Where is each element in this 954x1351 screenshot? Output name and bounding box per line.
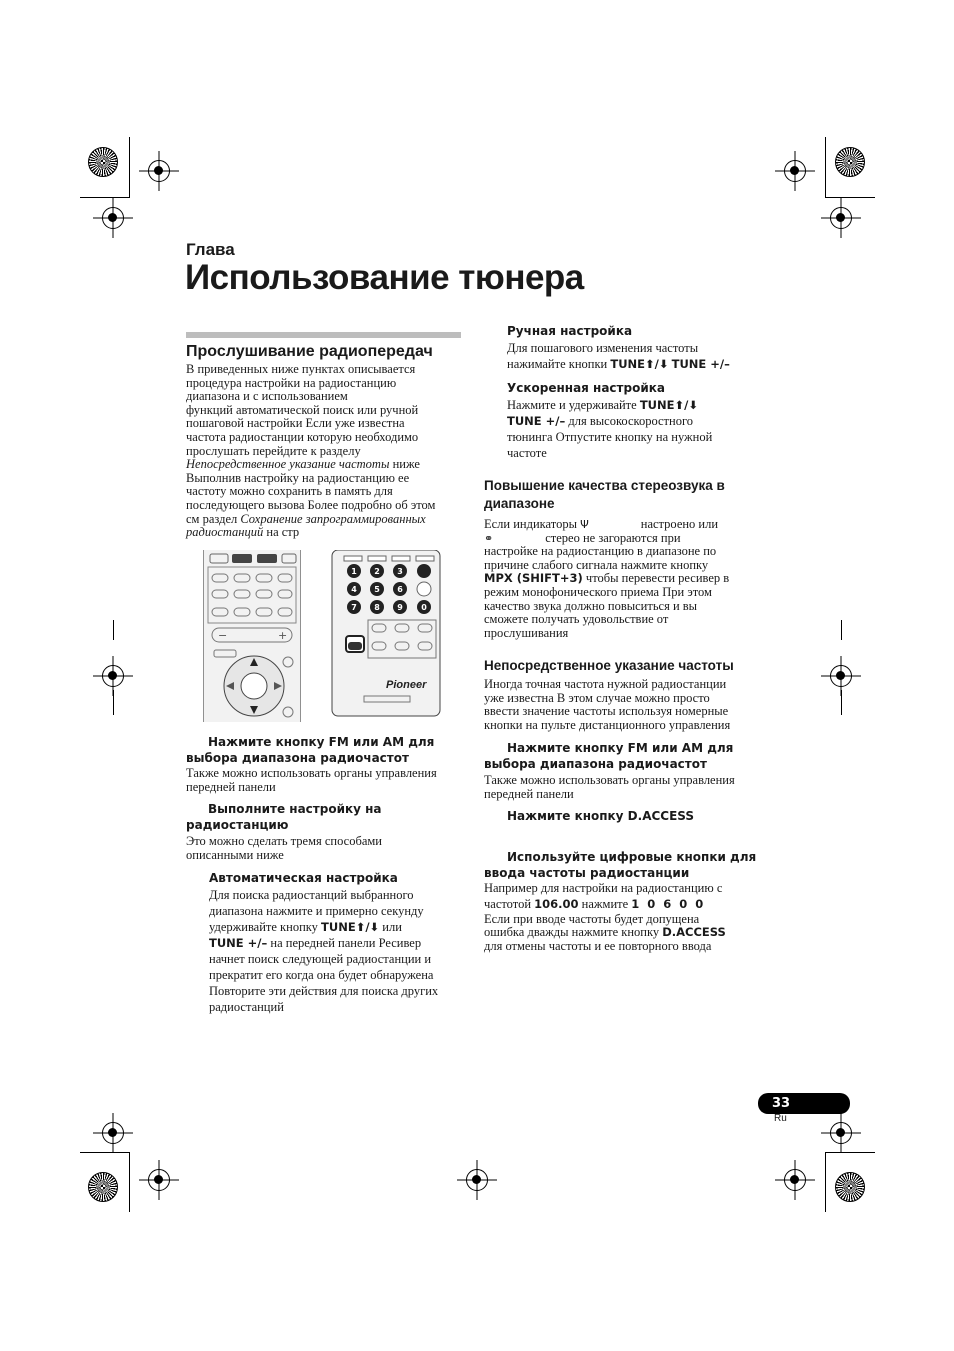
step1-text: Также можно использовать органы управления передней панели [186,766,437,794]
remote-illustration [196,550,464,722]
link-direct-tuning[interactable]: Непосредственное указание частоты [186,457,390,472]
page-number: 33 [758,1093,850,1114]
step1-title: Нажмите кнопку FM или AM для выбора диапазона радиочастот [186,735,435,765]
direct-tuning-text: Иногда точная частота нужной радиостанции уже известна В этом случае можно просто ввести значение частоты используя номерные кнопки на пульте дистанционного управления [484,677,731,732]
registration-star-icon [835,147,865,177]
tune-button-ref: TUNE⬆/⬇ [321,920,380,934]
registration-star-icon [835,1172,865,1202]
registration-mark-icon [830,665,852,687]
registration-mark-icon [784,1169,806,1191]
step2-title: Выполните настройку на радиостанцию [186,802,382,832]
manual-tuning-title: Ручная настройка [507,324,633,338]
section-title: Прослушивание радиопередач [186,343,433,360]
registration-mark-icon [102,1122,124,1144]
daccess-button-ref: D.ACCESS [662,925,726,940]
chapter-label: Глава [186,240,235,259]
registration-mark-icon [466,1169,488,1191]
svg-text:0: 0 [421,603,427,612]
svg-text:8: 8 [374,603,380,612]
direct-step1-title: Нажмите кнопку FM или AM для выбора диапазона радиочастот [484,741,734,771]
direct-step3-text: Например для настройки на радиостанцию с частотой 106.00 нажмите 1 0 6 0 0 Если при вводе частоты будет допущена ошибка дважды нажмите кнопку D.ACCESS для отмены частоты и ее повторного ввода [484,881,726,953]
direct-step1-text: Также можно использовать органы управления передней панели [484,773,735,801]
link-presets[interactable]: Сохранение запрограммированных [240,511,426,526]
auto-tuning-title: Автоматическая настройка [209,871,398,885]
intro-paragraph: В приведенных ниже пунктах описывается процедура настройки на радиостанцию диапазона и с использованием функций автоматической поиск или ручной пошаговой настройки Если уже известна частота радиостанции которую необходимо прослушать перейдите к разделу Непосредственное указание частоты ниже Выполнив настройку на радиостанцию ее частоту можно сохранить в память для последующего вызова Более подробно об этом см раздел Сохранение запрограммированных радиостанций на стр [186,362,436,540]
svg-text:Pioneer: Pioneer [386,679,427,691]
registration-mark-icon [148,160,170,182]
svg-text:6: 6 [397,585,403,594]
section-rule [186,332,461,338]
direct-tuning-title: Непосредственное указание частоты [484,658,734,673]
step2-text: Это можно сделать тремя способами описанными ниже [186,834,382,862]
registration-mark-icon [830,207,852,229]
language-code: Ru [774,1113,787,1124]
svg-text:+: + [278,629,288,642]
registration-mark-icon [102,665,124,687]
page-title: Использование тюнера [185,258,584,297]
stereo-text: Если индикаторы Ψ настроено или ⚭ стерео не загораются при настройке на радиостанцию в диапазоне по причине слабого сигнала нажмите кнопку MPX (SHIFT+3) чтобы перевести ресивер в режим монофонического приема При этом качество звука должно повыситься и вы сможете получать удовольствие от прослушивания [484,517,730,640]
direct-step3-title: Используйте цифровые кнопки для ввода частоты радиостанции [484,850,757,880]
registration-star-icon [88,147,118,177]
svg-text:9: 9 [397,603,403,612]
registration-mark-icon [148,1169,170,1191]
direct-step2-title: Нажмите кнопку D.ACCESS [507,809,695,823]
svg-text:2: 2 [374,567,380,576]
svg-text:5: 5 [374,585,380,594]
registration-mark-icon [830,1122,852,1144]
svg-text:4: 4 [351,585,357,594]
registration-mark-icon [784,160,806,182]
registration-star-icon [88,1172,118,1202]
svg-text:3: 3 [397,567,403,576]
svg-text:−: − [218,629,228,642]
auto-tuning-text: Для поиска радиостанций выбранного диапазона нажмите и примерно секунду удерживайте кнопку TUNE⬆/⬇ или TUNE +/– на передней панели Ресивер начнет поиск следующей радиостанции и прекратит его когда она будет обнаружена Повторите эти действия для поиска других радиостанций [209,888,439,1014]
tune-pm-button-ref: TUNE +/– [209,936,268,950]
stereo-section-title: Повышение качества стереозвука в диапазоне [484,478,725,511]
mpx-button-ref: MPX (SHIFT+3) [484,571,583,586]
fast-tuning-title: Ускоренная настройка [507,381,665,395]
fast-tuning-text: Нажмите и удерживайте TUNE⬆/⬇ TUNE +/– для высокоскоростного тюнинга Отпустите кнопку на нужной частоте [507,398,713,460]
svg-text:1: 1 [351,567,357,576]
registration-mark-icon [102,207,124,229]
remote-control-image [196,550,464,722]
svg-text:7: 7 [351,603,357,612]
manual-tuning-text: Для пошагового изменения частоты нажимайте кнопки TUNE⬆/⬇ TUNE +/– [507,341,730,371]
antenna-icon: Ψ [580,518,589,531]
stereo-icon: ⚭ [484,531,494,545]
